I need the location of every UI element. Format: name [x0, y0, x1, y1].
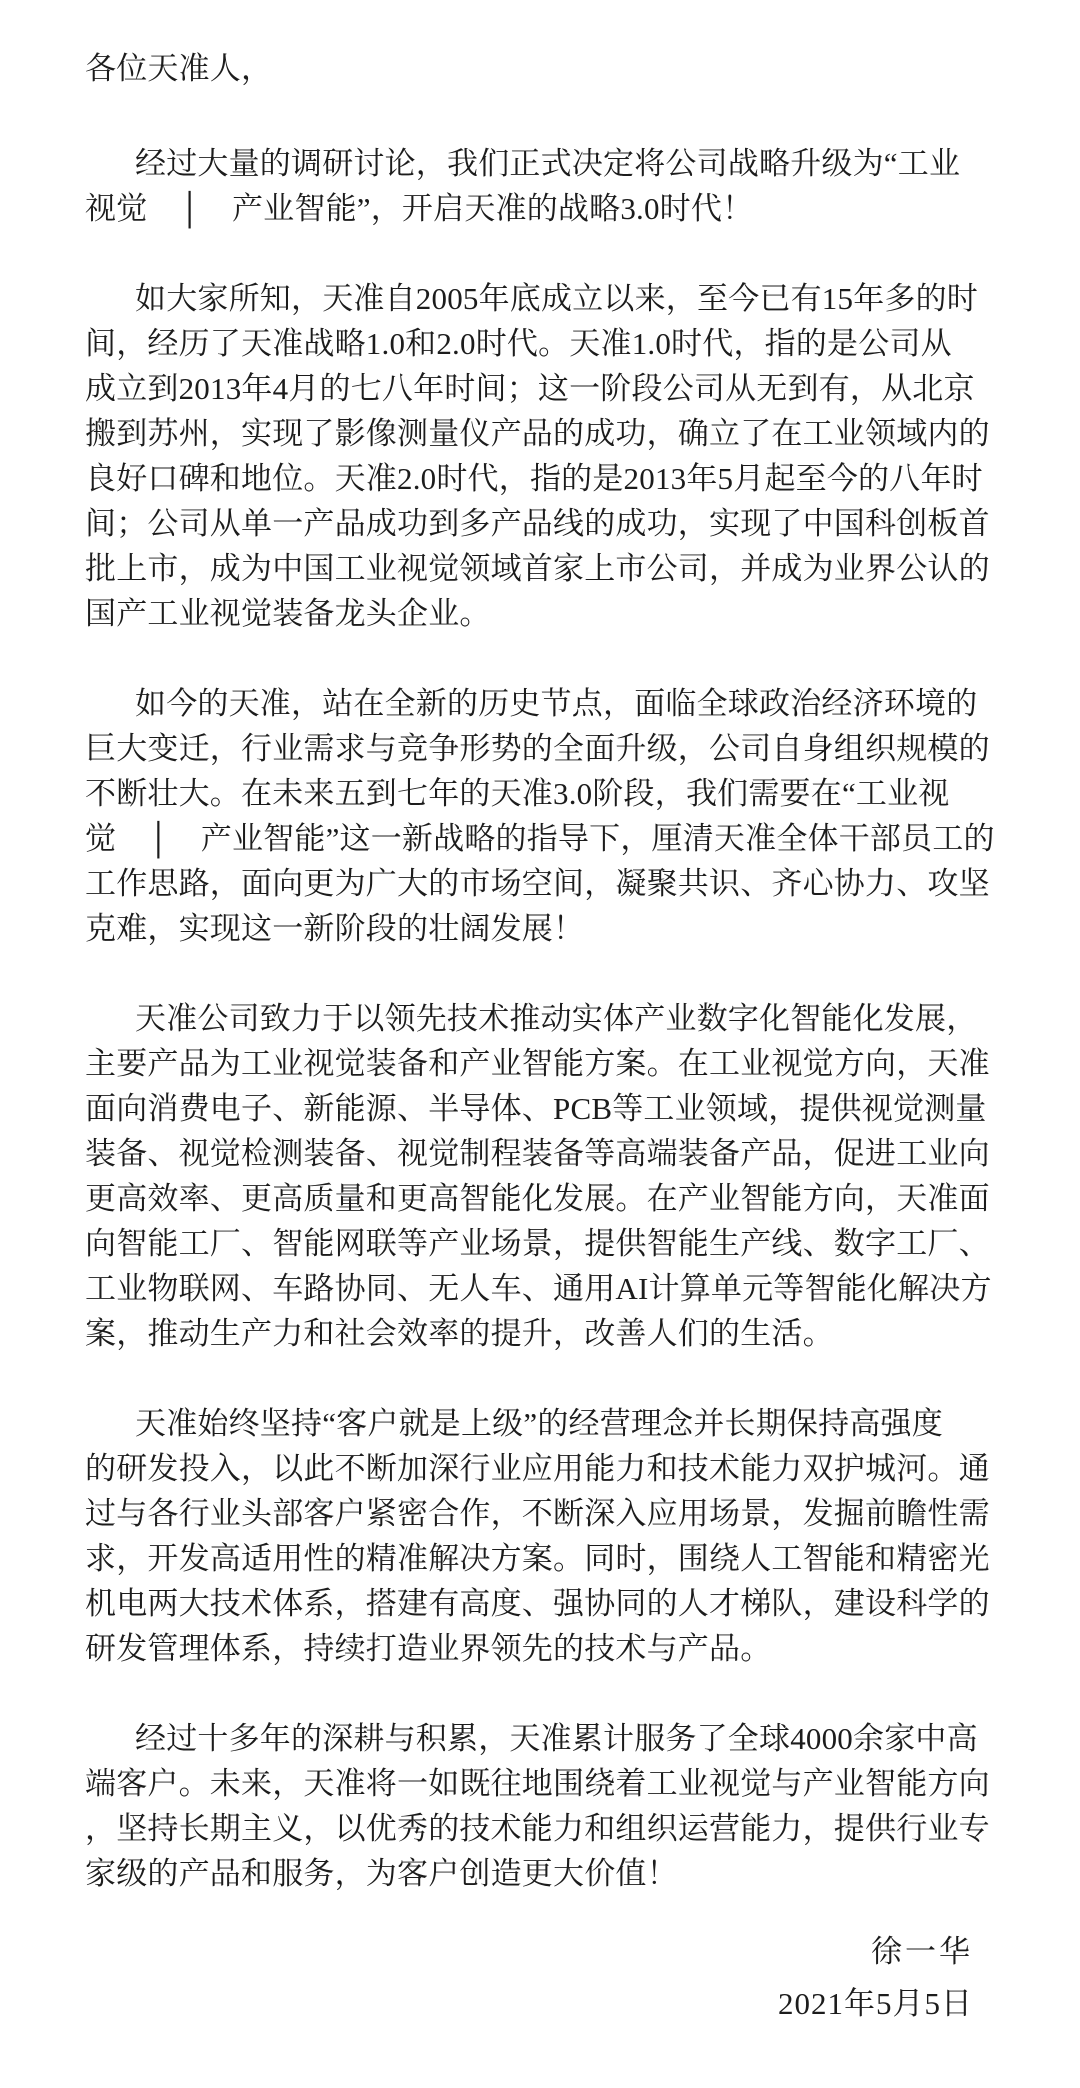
signature-name: 徐一华	[871, 1934, 973, 1969]
paragraph-line: 案，推动生产力和社会效率的提升，改善人们的生活。	[85, 1316, 834, 1351]
paragraph-line: 如今的天准，站在全新的历史节点，面临全球政治经济环境的	[135, 686, 978, 721]
paragraph-line: 搬到苏州，实现了影像测量仪产品的成功，确立了在工业领域内的	[85, 416, 990, 451]
signature-block	[85, 1929, 992, 2026]
paragraph-line: 面向消费电子、新能源、半导体、PCB等工业领域，提供视觉测量	[85, 1091, 987, 1126]
paragraph-line: ，坚持长期主义，以优秀的技术能力和组织运营能力，提供行业专	[85, 1811, 990, 1846]
paragraph	[85, 1401, 992, 1671]
paragraph-line: 主要产品为工业视觉装备和产业智能方案。在工业视觉方向，天准	[85, 1046, 990, 1081]
paragraph-line: 的研发投入，以此不断加深行业应用能力和技术能力双护城河。通	[85, 1451, 990, 1486]
paragraph-line: 如大家所知，天准自2005年底成立以来，至今已有15年多的时	[135, 281, 978, 316]
paragraph-line: 机电两大技术体系，搭建有高度、强协同的人才梯队，建设科学的	[85, 1586, 990, 1621]
paragraph-line: 装备、视觉检测装备、视觉制程装备等高端装备产品，促进工业向	[85, 1136, 990, 1171]
paragraph	[85, 1716, 992, 1896]
paragraph-line: 成立到2013年4月的七八年时间；这一阶段公司从无到有，从北京	[85, 371, 975, 406]
paragraph-line: 经过十多年的深耕与积累，天准累计服务了全球4000余家中高	[135, 1721, 978, 1756]
paragraph-line: 家级的产品和服务，为客户创造更大价值！	[85, 1856, 678, 1891]
paragraph-line: 过与各行业头部客户紧密合作，不断深入应用场景，发掘前瞻性需	[85, 1496, 990, 1531]
paragraph-line: 觉 │ 产业智能”这一新战略的指导下，厘清天准全体干部员工的	[85, 821, 995, 856]
paragraph-line: 不断壮大。在未来五到七年的天准3.0阶段，我们需要在“工业视	[85, 776, 950, 811]
paragraph-line: 天准始终坚持“客户就是上级”的经营理念并长期保持高强度	[135, 1406, 943, 1441]
paragraph-line: 研发管理体系，持续打造业界领先的技术与产品。	[85, 1631, 772, 1666]
paragraph-line: 工业物联网、车路协同、无人车、通用AI计算单元等智能化解决方	[85, 1271, 992, 1306]
paragraph-line: 经过大量的调研讨论，我们正式决定将公司战略升级为“工业	[135, 146, 961, 181]
paragraph-line: 间，经历了天准战略1.0和2.0时代。天准1.0时代，指的是公司从	[85, 326, 952, 361]
paragraph-line: 巨大变迁，行业需求与竞争形势的全面升级，公司自身组织规模的	[85, 731, 990, 766]
paragraph-line: 国产工业视觉装备龙头企业。	[85, 596, 491, 631]
letter-body	[85, 141, 995, 1896]
paragraph-line: 更高效率、更高质量和更高智能化发展。在产业智能方向，天准面	[85, 1181, 990, 1216]
signature-date: 2021年5月5日	[778, 1986, 973, 2021]
paragraph	[85, 996, 992, 1356]
paragraph	[85, 141, 992, 231]
paragraph-line: 间；公司从单一产品成功到多产品线的成功，实现了中国科创板首	[85, 506, 990, 541]
paragraph-line: 克难，实现这一新阶段的壮阔发展！	[85, 911, 585, 946]
paragraph	[85, 276, 992, 636]
paragraph-line: 求，开发高适用性的精准解决方案。同时，围绕人工智能和精密光	[85, 1541, 990, 1576]
paragraph	[85, 681, 995, 951]
paragraph-line: 良好口碑和地位。天准2.0时代，指的是2013年5月起至今的八年时	[85, 461, 983, 496]
paragraph-line: 向智能工厂、智能网联等产业场景，提供智能生产线、数字工厂、	[85, 1226, 990, 1261]
paragraph-line: 批上市，成为中国工业视觉领域首家上市公司，并成为业界公认的	[85, 551, 990, 586]
paragraph-line: 工作思路，面向更为广大的市场空间，凝聚共识、齐心协力、攻坚	[85, 866, 990, 901]
salutation: 各位天准人，	[85, 51, 273, 86]
paragraph-line: 视觉 │ 产业智能”，开启天准的战略3.0时代！	[85, 191, 754, 226]
paragraph-line: 天准公司致力于以领先技术推动实体产业数字化智能化发展，	[135, 1001, 978, 1036]
paragraph-line: 端客户。未来，天准将一如既往地围绕着工业视觉与产业智能方向	[85, 1766, 990, 1801]
